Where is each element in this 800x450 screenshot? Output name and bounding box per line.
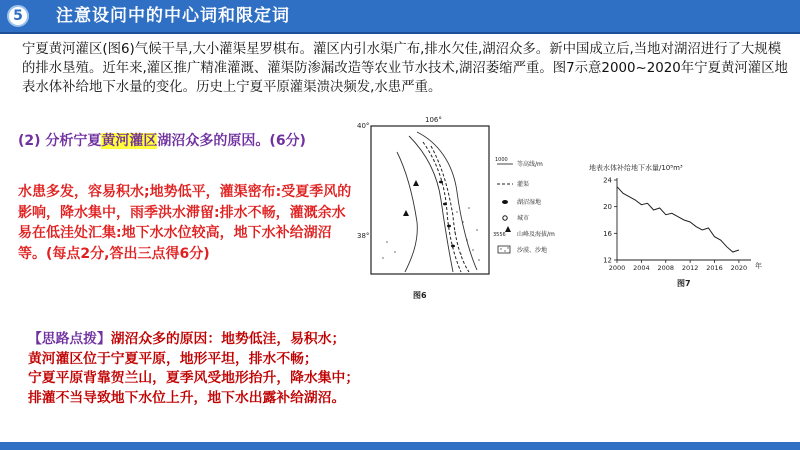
svg-text:3556: 3556: [493, 232, 506, 238]
tips-line-3: 宁夏平原背靠贺兰山，夏季风受地形抬升，降水集中；: [28, 370, 360, 386]
lat-top-label: 40°: [357, 122, 370, 130]
x-tick-label: 2008: [657, 264, 675, 272]
legend-label: 灌渠: [517, 181, 530, 188]
legend-label: 城市: [517, 215, 530, 222]
question-prefix: (2) 分析宁夏: [18, 133, 102, 149]
question-suffix: 湖沼众多的原因。(6分): [157, 133, 306, 149]
x-tick-label: 2004: [633, 264, 650, 272]
legend-label: 等高线/m: [517, 161, 543, 168]
figure-6-caption: 图6: [413, 291, 427, 300]
section-number-badge: 5: [7, 5, 29, 27]
page-title: 注意设问中的中心词和限定词: [56, 6, 290, 26]
figure-7-caption: 图7: [677, 279, 691, 288]
figure-7-chart: [583, 160, 795, 292]
footer-bar: [0, 442, 800, 450]
legend-label: 山峰及海拔/m: [517, 231, 555, 238]
question-highlight: 黄河灌区: [101, 133, 158, 149]
tips-tag: 【思路点拨】: [28, 331, 111, 347]
tips-box: [28, 330, 588, 408]
legend-label: 湖沼湿地: [517, 199, 542, 206]
tips-line-2: 黄河灌区位于宁夏平原，地形平坦，排水不畅；: [28, 350, 318, 367]
y-tick-label: 20: [603, 203, 612, 212]
chart-title: 地表水体补给地下水量/10⁸m³: [589, 164, 683, 172]
tips-line-1: 【思路点拨】湖沼众多的原因：地势低洼，易积水；: [28, 331, 346, 347]
lon-label: 106°: [425, 116, 442, 124]
answer-text: 水患多发，容易积水;地势低平，灌渠密布:受夏季风的影响，降水集中，雨季洪水滞留:排水不畅，灌溉余水易在低洼处汇集:地下水水位较高，地下水补给湖沼等。(每点2分,答出三点得6分): [18, 184, 352, 262]
title-underline: [0, 32, 800, 34]
x-axis-label: 年: [755, 262, 762, 270]
y-tick-label: 24: [603, 176, 612, 185]
legend-label: 沙漠、沙地: [517, 247, 548, 254]
x-tick-label: 2016: [706, 264, 723, 272]
title-bar: [0, 0, 800, 32]
x-tick-label: 2000: [608, 264, 626, 272]
question-text: [18, 131, 348, 151]
x-tick-label: 2020: [730, 264, 748, 272]
x-tick-label: 2012: [681, 264, 699, 272]
y-tick-label: 16: [603, 229, 612, 238]
tips-line-4: 排灌不当导致地下水位上升，地下水出露补给湖沼。: [28, 389, 346, 406]
figure-6-map: [357, 112, 585, 304]
intro-paragraph: 宁夏黄河灌区(图6)气候干旱,大小灌渠星罗棋布。灌区内引水渠广布,排水欠佳,湖沼众多。新中国成立后,当地对湖沼进行了大规模的排水垦殖。近年来,灌区推广精准灌溉、灌渠防渗漏改造等农业节水技术,湖沼萎缩严重。图7示意2000~2020年宁夏黄河灌区地表水体补给地下水量的变化。历史上宁夏平原灌渠溃决频发,水患严重。: [22, 42, 788, 95]
lat-bottom-label: 38°: [357, 232, 370, 240]
y-tick-label: 12: [603, 256, 612, 265]
svg-text:1000: 1000: [495, 157, 508, 163]
